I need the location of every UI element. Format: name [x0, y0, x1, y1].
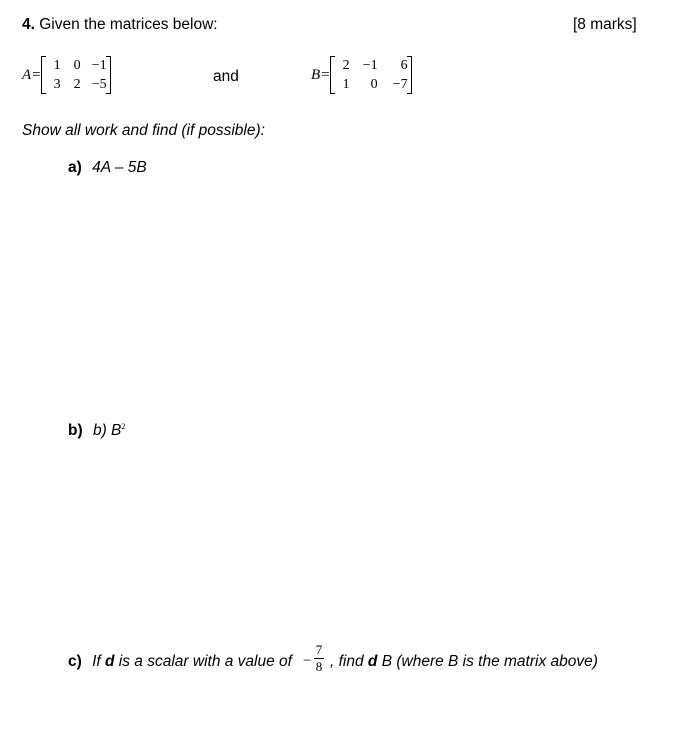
- matrix-b-cell: 2: [342, 58, 350, 73]
- part-c-tail: [330, 653, 598, 671]
- matrix-b-cell: 1: [342, 77, 350, 92]
- matrix-a-cell: 3: [53, 77, 61, 92]
- part-c-text2: is a scalar with a value of: [114, 653, 292, 670]
- part-c-var1: d: [105, 653, 115, 670]
- part-c-text: [92, 653, 292, 670]
- matrix-a-cell: 2: [73, 77, 81, 92]
- part-c-text4: B (where B is the matrix above): [377, 653, 598, 670]
- question-number: 4.: [22, 16, 35, 33]
- part-c-minus: −: [303, 653, 312, 669]
- matrix-b-equals: =: [321, 66, 330, 83]
- matrix-a-cell: 1: [53, 58, 61, 73]
- question-header: [22, 16, 218, 34]
- matrix-a-cell: −1: [91, 58, 107, 73]
- matrix-b-grid: [334, 56, 408, 94]
- matrix-a-bracket: [41, 56, 111, 94]
- matrix-a-cell: −5: [91, 77, 107, 92]
- matrix-b-cell: 6: [400, 58, 408, 73]
- marks-label: [8 marks]: [573, 16, 637, 33]
- part-b-exponent: 2: [121, 422, 126, 431]
- part-a: [68, 159, 147, 177]
- part-a-text: 4A – 5B: [92, 159, 147, 176]
- part-b-label: b): [68, 422, 83, 440]
- matrix-b-label: B: [311, 66, 321, 83]
- fraction-denominator: 8: [315, 659, 323, 674]
- question-prompt: Given the matrices below:: [39, 16, 218, 33]
- part-b-text: b) B: [92, 422, 122, 440]
- matrix-a-label: A: [22, 66, 32, 83]
- fraction-numerator: 7: [315, 642, 323, 657]
- matrix-b-bracket: [330, 56, 412, 94]
- part-c-text3: , find: [330, 653, 368, 670]
- part-c-label: c): [68, 653, 82, 670]
- matrix-b-cell: −1: [362, 58, 378, 73]
- matrix-a-cell: 0: [73, 58, 81, 73]
- matrix-a-grid: [45, 56, 107, 94]
- part-c-var2: d: [367, 653, 378, 670]
- connector-and: and: [213, 68, 239, 85]
- instruction-text: Show all work and find (if possible):: [22, 122, 265, 139]
- matrix-b-cell: 0: [370, 77, 378, 92]
- part-c-text1: If: [92, 653, 106, 670]
- matrix-b: [311, 56, 412, 94]
- matrix-a-equals: =: [32, 66, 41, 83]
- part-a-label: a): [68, 159, 82, 176]
- part-c-fraction: [314, 643, 324, 674]
- matrix-b-cell: −7: [392, 77, 408, 92]
- matrix-a: [22, 56, 111, 94]
- part-c: [68, 653, 292, 671]
- part-b: [68, 422, 125, 440]
